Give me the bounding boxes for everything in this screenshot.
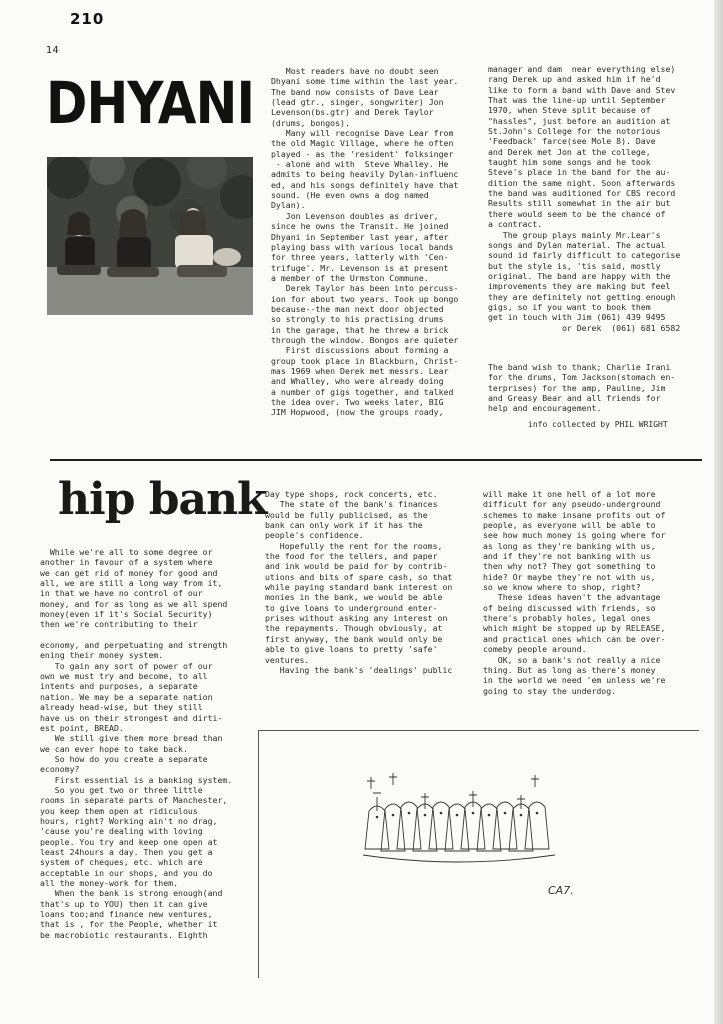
dhyani-col2-line: sound id fairly difficult to categorise <box>488 250 681 261</box>
hipbank-col1-line: economy, and perpetuating and strength <box>40 640 228 651</box>
hipbank-col1-line: we can ever hope to take back. <box>40 743 188 754</box>
dhyani-col2-line: St.John's College for the notorious <box>488 126 661 137</box>
dhyani-col1-line: because--the man next door objected <box>271 303 444 314</box>
hipbank-col1-line: economy? <box>40 764 80 775</box>
dhyani-col1-line: for three years, latterly with 'Cen- <box>271 252 449 263</box>
dhyani-title: DHYANI <box>46 69 255 137</box>
hipbank-col2-line: first anyway, the bank would only be <box>265 633 443 644</box>
dhyani-col1-line: Many will recognise Dave Lear from <box>271 128 454 139</box>
hipbank-col1-line: First essential is a banking system. <box>40 774 233 785</box>
dhyani-col2-line: Results still somewhat in the air but <box>488 198 671 209</box>
dhyani-col1-line: so strongly to his practising drums <box>271 314 444 325</box>
dhyani-column-1 <box>271 66 458 418</box>
dhyani-col1-line: admits to being heavily Dylan-influenc <box>271 169 459 180</box>
hipbank-col2-line: prises without asking any interest on <box>265 613 448 624</box>
hipbank-col3-line: as long as they're banking with us, <box>483 540 656 551</box>
band-photo-image <box>47 157 253 315</box>
hipbank-title: hip bank <box>58 474 267 525</box>
dhyani-col3-line: and Greasy Bear and all friends for <box>488 393 661 404</box>
hipbank-col1-line: system of cheques, etc. which are <box>40 857 203 868</box>
dhyani-col2-line: 'Feedback' farce(see Mole 8). Dave <box>488 136 656 147</box>
hipbank-col2-line: and ink would be paid for by contrib- <box>265 561 448 572</box>
hipbank-col3-line: thing. But as long as there's money <box>483 664 656 675</box>
dhyani-col1-line: the idea over. Two weeks later, BIG <box>271 397 444 407</box>
hipbank-col2-line: the repayments. Though obviously, at <box>265 623 443 634</box>
dhyani-col3-line: The band wish to thank; Charlie Irani <box>488 362 671 372</box>
hipbank-col3-line: in the world we need 'em unless we're <box>483 675 666 686</box>
hipbank-col2-line: to give loans to underground enter- <box>265 602 438 613</box>
dhyani-col1-line: a member of the Urmston Commune. <box>271 272 429 283</box>
hipbank-col1-line: rooms in separate parts of Manchester, <box>40 795 228 806</box>
dhyani-col1-line: Jon Levenson doubles as driver, <box>271 210 439 221</box>
dhyani-col1-line: (drums, bongos). <box>271 117 350 128</box>
hipbank-col1-line: est point, BREAD. <box>40 722 124 733</box>
dhyani-col2-line: and Derek met Jon at the college, <box>488 146 651 157</box>
hipbank-col1-line: that is , for the People, whether it <box>40 919 218 930</box>
dhyani-col1-line: group took place in Blackburn, Christ- <box>271 355 459 366</box>
dhyani-col1-line: Most readers have no doubt seen <box>271 66 439 76</box>
hipbank-col2-line: would be fully publicised, as the <box>265 509 428 520</box>
hipbank-col3-line: there's probably holes, legal ones <box>483 613 651 624</box>
hipbank-col1-line: then we're contributing to their <box>40 619 198 630</box>
dhyani-col1-line: Dhyani some time within the last year. <box>271 76 459 87</box>
hipbank-col1-line: So you get two or three little <box>40 784 203 795</box>
hipbank-col1-line: be macrobiotic restaurants. Eighth <box>40 929 208 940</box>
hipbank-col3-line: see how much money is going where for <box>483 530 666 541</box>
dhyani-col1-line: the old Magic Village, where he often <box>271 138 454 149</box>
dhyani-col2-line: a contract. <box>488 219 543 230</box>
dhyani-col2-line: Steve's place in the band for the au- <box>488 167 671 178</box>
dhyani-col2-line: get in touch with Jim (061) 439 9495 <box>488 312 666 323</box>
dhyani-col2-line: songs and Dylan material. The actual <box>488 239 666 250</box>
dhyani-col2-line: the band was auditioned for CBS record <box>488 188 676 199</box>
hipbank-col3-line: of being discussed with friends, so <box>483 602 656 613</box>
dhyani-col2-line: but the style is, 'tis said, mostly <box>488 260 661 271</box>
dhyani-col1-line: since he owns the Transit. He joined <box>271 221 449 232</box>
dhyani-col2-line: original. The band are happy with the <box>488 270 671 281</box>
hipbank-col1-line: So how do you create a separate <box>40 753 208 764</box>
hipbank-col2-line: Hopefully the rent for the rooms, <box>265 540 443 551</box>
dhyani-col2-line: "hassles", just before an audition at <box>488 115 671 126</box>
hipbank-col2-line: while paying standard bank interest on <box>265 582 453 593</box>
dhyani-col1-line: (lead gtr., singer, songwriter) Jon <box>271 97 444 108</box>
section-divider <box>50 459 702 461</box>
dhyani-col1-line: ed, and his songs definitely have that <box>271 179 459 190</box>
dhyani-col2-line: improvements they are making but feel <box>488 281 671 292</box>
dhyani-col1-line: Derek Taylor has been into percuss- <box>271 283 459 294</box>
hipbank-col1-line: ening their money system. <box>40 650 164 661</box>
dhyani-col2-line: there would seem to be the chance of <box>488 208 666 219</box>
hipbank-col1-line: 'cause you're dealing with loving <box>40 826 203 837</box>
illustration-frame <box>258 730 699 978</box>
hipbank-col3-line: people, as everyone will be able to <box>483 520 656 531</box>
dhyani-col2-line: 1970, when Steve split because of <box>488 105 651 116</box>
hipbank-col2-line: Having the bank's 'dealings' public <box>265 664 453 675</box>
hipbank-col3-line: and if they're not banking with us <box>483 551 651 562</box>
dhyani-col1-line: mas 1969 when Derek met messrs. Lear <box>271 365 449 376</box>
hipbank-col1-line: you keep them open at ridiculous <box>40 805 198 816</box>
procession-drawing <box>359 771 559 881</box>
dhyani-column-2 <box>488 64 680 333</box>
dhyani-col2-line: rang Derek up and asked him if he'd <box>488 74 661 85</box>
hipbank-col1-line: another in favour of a system where <box>40 557 213 568</box>
dhyani-col2-line: That was the line-up until September <box>488 95 666 106</box>
scan-edge <box>714 0 723 1024</box>
hipbank-col1-line: While we're all to some degree or <box>40 547 213 557</box>
dhyani-col1-line: Dhyani in September last year, after <box>271 231 449 242</box>
hipbank-col1-line: all, we are still a long way from it, <box>40 578 223 589</box>
dhyani-col1-line: Dylan). <box>271 200 306 211</box>
artist-signature: CA7. <box>548 884 574 897</box>
dhyani-col1-line: played - as the 'resident' folksinger <box>271 148 454 159</box>
dhyani-col1-line: and Whalley, who were already doing <box>271 376 444 387</box>
hipbank-col1-line: When the bank is strong enough(and <box>40 888 223 899</box>
dhyani-col1-line: JIM Hopwood, (now the groups roady, <box>271 407 444 418</box>
hipbank-col3-line: then why not? They got something to <box>483 561 656 572</box>
dhyani-col1-line: ion for about two years. Took up bongo <box>271 293 459 304</box>
hipbank-col3-line: hide? Or maybe they're not with us, <box>483 571 656 582</box>
hipbank-col1-line: hours, right? Working ain't no drag, <box>40 815 218 826</box>
dhyani-thanks <box>488 362 675 414</box>
hipbank-col1-line: people. You try and keep one open at <box>40 836 218 847</box>
dhyani-col3-line: for the drums, Tom Jackson(stomach en- <box>488 372 676 383</box>
dhyani-col2-line: The group plays mainly Mr.Lear's <box>488 229 661 240</box>
hipbank-col1-line: nation. We may be a separate nation <box>40 691 213 702</box>
hipbank-col1-line: least 24hours a day. Then you get a <box>40 846 213 857</box>
hipbank-col1-line: own we must try and become, to all <box>40 671 208 682</box>
dhyani-col2-line: they are definitely not getting enough <box>488 291 676 302</box>
hipbank-col3-line: schemes to make insane profits out of <box>483 509 666 520</box>
hipbank-col2-line: the food for the tellers, and paper <box>265 551 438 562</box>
dhyani-col1-line: a number of gigs together, and talked <box>271 386 454 397</box>
hipbank-col3-line: OK, so a bank's not really a nice <box>483 654 661 665</box>
hipbank-col1-line: intents and purposes, a separate <box>40 681 198 692</box>
hipbank-col2-line: utions and bits of spare cash, so that <box>265 571 453 582</box>
dhyani-col1-line: playing bass with various local bands <box>271 241 454 252</box>
dhyani-col2-line: like to form a band with Dave and Stev <box>488 84 676 95</box>
dhyani-col1-line: through the window. Bongos are quieter <box>271 334 459 345</box>
hipbank-col2-line: The state of the bank's finances <box>265 499 438 510</box>
hipbank-col1-line: acceptable in our shops, and you do <box>40 867 213 878</box>
dhyani-col1-line: sound. (He even owns a dog named <box>271 190 429 201</box>
hipbank-col3-line: so we know where to shop, right? <box>483 582 641 593</box>
dhyani-col1-line: First discussions about forming a <box>271 345 449 356</box>
hipbank-col1-line: that's up to YOU) then it can give <box>40 898 208 909</box>
hipbank-col2-line: able to give loans to pretty 'safe' <box>265 644 438 655</box>
hipbank-col1-line: all the money-work for them. <box>40 878 179 888</box>
hipbank-col3-line: These ideas haven't the advantage <box>483 592 661 603</box>
hipbank-col1-line: in that we have no control of our <box>40 588 203 599</box>
hipbank-col2-line: bank can only work if it has the <box>265 520 423 531</box>
hipbank-column-3 <box>483 489 665 696</box>
hipbank-col1-line: already head-wise, but they still <box>40 702 203 713</box>
handwritten-page-number: 210 <box>70 10 105 28</box>
dhyani-col1-line: The band now consists of Dave Lear <box>271 86 439 97</box>
hipbank-col3-line: difficult for any pseudo-underground <box>483 499 661 510</box>
band-photo <box>47 157 253 315</box>
dhyani-col2-line: taught him some songs and he took <box>488 157 651 168</box>
dhyani-col2-line: or Derek (061) 681 6582 <box>488 322 681 333</box>
dhyani-col1-line: in the garage, that he threw a brick <box>271 324 449 335</box>
hipbank-col1-line: we can get rid of money for good and <box>40 567 218 578</box>
hipbank-col1-line: money, and for as long as we all spend <box>40 598 228 609</box>
hipbank-col3-line: and practical ones which can be over- <box>483 633 666 644</box>
dhyani-credit: info collected by PHIL WRIGHT <box>528 420 668 429</box>
dhyani-col2-line: manager and dam near everything else) <box>488 64 676 74</box>
hipbank-col3-line: will make it one hell of a lot more <box>483 489 656 499</box>
hipbank-col2-line: ventures. <box>265 654 310 665</box>
dhyani-col1-line: - alone and with Steve Whalley. He <box>271 159 449 170</box>
dhyani-col2-line: gigs, so if you want to book them <box>488 301 651 312</box>
dhyani-col2-line: dition the same night. Soon afterwards <box>488 177 676 188</box>
hipbank-column-2 <box>265 489 452 675</box>
hipbank-col2-line: Day type shops, rock concerts, etc. <box>265 489 438 499</box>
hipbank-col1-line: money(even if it's Social Security) <box>40 609 213 620</box>
hipbank-col1-line: We still give them more bread than <box>40 733 223 744</box>
hipbank-col2-line: monies in the bank, we would be able <box>265 592 443 603</box>
hipbank-col1-line: have us on their strongest and dirti- <box>40 712 223 723</box>
hipbank-col2-line: people's confidence. <box>265 530 364 541</box>
dhyani-col1-line: Levenson(bs.gtr) and Derek Taylor <box>271 107 434 118</box>
dhyani-col1-line: trifuge'. Mr. Levenson is at present <box>271 262 449 273</box>
hipbank-col3-line: comeby people around. <box>483 644 587 655</box>
dhyani-col3-line: help and encouragement. <box>488 403 602 414</box>
hipbank-col3-line: which might be stopped up by RELEASE, <box>483 623 666 634</box>
hipbank-column-1 <box>40 547 232 940</box>
dhyani-col3-line: terprises) for the amp, Pauline, Jim <box>488 382 666 393</box>
hipbank-col3-line: going to stay the underdog. <box>483 685 617 696</box>
page-number: 14 <box>46 45 59 56</box>
hipbank-col1-line: loans too;and finance new ventures, <box>40 909 213 920</box>
hipbank-col1-line: To gain any sort of power of our <box>40 660 213 671</box>
